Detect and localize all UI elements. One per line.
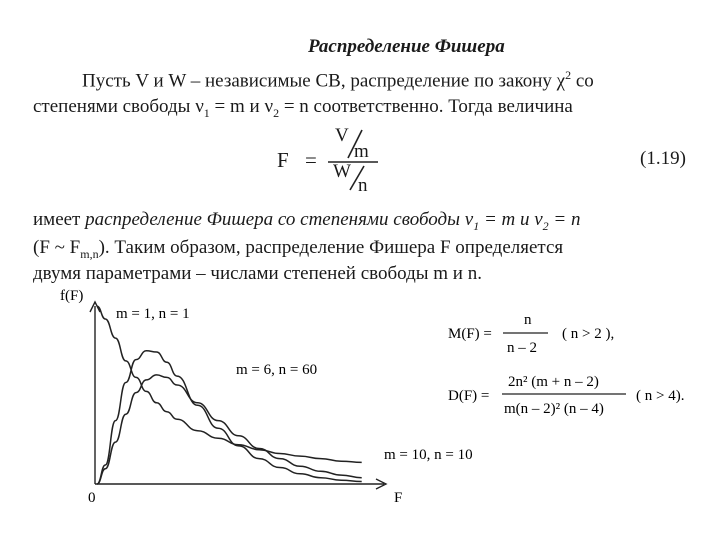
x-axis-label: F: [394, 490, 403, 506]
origin-label: 0: [88, 490, 96, 506]
line4-tail: ). Таким образом, распределение Фишера F определяется: [98, 237, 564, 258]
series-layer: [97, 306, 362, 484]
line3-italic-text: распределение Фишера со степенями свободы ν: [85, 209, 474, 230]
variance-numerator: 2n² (m + n – 2): [508, 374, 599, 390]
line2-text: степенями свободы ν: [33, 96, 204, 117]
eq-num-slash: [348, 130, 362, 158]
variance-denominator: m(n – 2)² (n – 4): [504, 401, 604, 417]
variance-lhs: D(F) =: [448, 388, 490, 404]
variance-condition: ( n > 4).: [636, 388, 685, 404]
series-label-m6n60: m = 6, n = 60: [236, 362, 318, 378]
section-title: Распределение Фишера: [308, 36, 505, 57]
line3-text: имеет: [33, 209, 86, 230]
equation-numerator-v: V: [335, 125, 349, 146]
equation-denominator-n: n: [358, 175, 368, 196]
line2-mid: = m и ν: [209, 96, 274, 117]
nu1-subscript: 1: [203, 105, 210, 120]
line4-text: (F ~ F: [33, 237, 81, 258]
fisher-subscript: m,n: [80, 246, 99, 261]
chi-square-exponent: 2: [565, 68, 572, 82]
equation-numerator-m: m: [354, 141, 369, 162]
nu2-subscript-2: 2: [542, 218, 549, 233]
line1-tail: со: [571, 70, 594, 92]
mean-condition: ( n > 2 ),: [562, 326, 615, 342]
series-line-m10n10: [97, 351, 362, 484]
series-label-m1n1: m = 1, n = 1: [116, 306, 190, 322]
nu2-subscript: 2: [273, 105, 280, 120]
equation-lhs: F: [277, 148, 289, 172]
mean-denominator: n – 2: [507, 340, 537, 356]
mean-numerator: n: [524, 312, 532, 328]
series-line-m6n60: [97, 375, 362, 484]
line1-text: Пусть V и W – независимые СВ, распределение по закону χ: [82, 70, 566, 92]
eq-den-slash: [350, 166, 364, 190]
equation-number: (1.19): [640, 148, 686, 169]
line3-mid: = m и ν: [479, 209, 543, 230]
paragraph-line-5: двумя параметрами – числами степеней свободы m и n.: [33, 263, 482, 284]
equation-equals: =: [305, 148, 317, 172]
nu1-subscript-2: 1: [473, 218, 480, 233]
series-label-m10n10: m = 10, n = 10: [384, 447, 473, 463]
equation-denominator-w: W: [333, 161, 351, 182]
y-axis-label: f(F): [60, 288, 84, 304]
line2-tail: = n соответственно. Тогда величина: [279, 96, 573, 117]
line3-tail: = n: [548, 209, 581, 230]
mean-lhs: M(F) =: [448, 326, 492, 342]
